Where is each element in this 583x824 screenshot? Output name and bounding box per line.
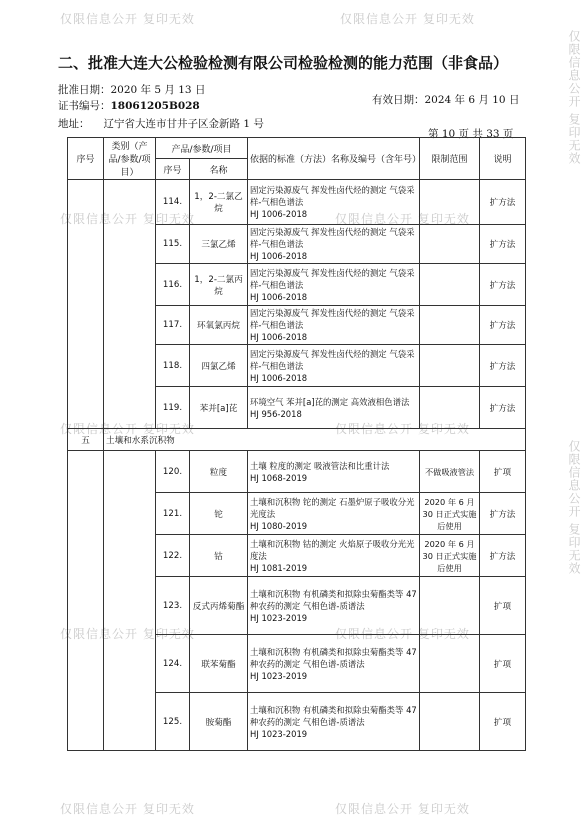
row-seq: 124. — [156, 635, 190, 693]
group-category-cell — [104, 180, 156, 429]
row-limit — [420, 693, 480, 751]
standard-code: HJ 1080-2019 — [250, 520, 308, 531]
standard-text: 土壤和沉积物 有机磷类和拟除虫菊酯类等 47 种农药的测定 气相色谱-质谱法 — [250, 588, 417, 611]
watermark: 仅限信息公开 复印无效 — [60, 212, 195, 226]
table-row — [68, 180, 526, 225]
table-row — [68, 451, 526, 493]
watermark: 仅限信息公开 复印无效 — [60, 422, 195, 436]
row-standard — [248, 306, 420, 345]
row-note: 扩方法 — [480, 345, 526, 387]
row-standard — [248, 635, 420, 693]
row-note: 扩项 — [480, 693, 526, 751]
cert-number-value: 18061205B028 — [110, 100, 200, 112]
watermark: 仅限信息公开 复印无效 — [335, 212, 470, 226]
row-name: 四氯乙烯 — [190, 345, 248, 387]
standard-code: HJ 1006-2018 — [250, 209, 308, 219]
standard-code: HJ 1023-2019 — [250, 728, 308, 739]
watermark: 仅限信息公开 复印无效 — [335, 422, 470, 436]
row-note: 扩项 — [480, 577, 526, 635]
standard-code: HJ 1006-2018 — [250, 291, 308, 302]
standard-code: HJ 1023-2019 — [250, 670, 308, 681]
row-name: 苯并[a]芘 — [190, 387, 248, 429]
cert-number-label: 证书编号： — [58, 100, 111, 112]
standard-code: HJ 1023-2019 — [250, 612, 308, 623]
standard-code: HJ 1068-2019 — [250, 472, 308, 483]
row-standard — [248, 535, 420, 577]
row-name: 1，2-二氯乙烷 — [190, 180, 248, 225]
scope-table — [67, 137, 526, 751]
row-limit — [420, 180, 480, 225]
watermark: 仅限信息公开 复印无效 — [340, 12, 475, 26]
row-limit — [420, 264, 480, 306]
row-note: 扩方法 — [480, 493, 526, 535]
row-standard — [248, 387, 420, 429]
row-limit — [420, 387, 480, 429]
row-limit: 不做吸液管法 — [420, 451, 480, 493]
header-standard: 依据的标准（方法）名称及编号（含年号） — [248, 138, 420, 180]
address-label: 地址： — [58, 118, 90, 130]
row-standard — [248, 264, 420, 306]
row-seq: 118. — [156, 345, 190, 387]
row-note: 扩方法 — [480, 306, 526, 345]
row-note: 扩项 — [480, 451, 526, 493]
row-name: 粒度 — [190, 451, 248, 493]
row-note: 扩方法 — [480, 535, 526, 577]
standard-text: 土壤 粒度的测定 吸液管法和比重计法 — [250, 460, 390, 471]
row-name: 1，2-二氯丙烷 — [190, 264, 248, 306]
row-standard — [248, 451, 420, 493]
standard-code: HJ 1006-2018 — [250, 372, 308, 383]
standard-code: HJ 1006-2018 — [250, 251, 308, 261]
standard-text: 固定污染源废气 挥发性卤代烃的测定 气袋采样-气相色谱法 — [250, 348, 415, 371]
row-name: 铊 — [190, 493, 248, 535]
row-seq: 121. — [156, 493, 190, 535]
standard-code: HJ 1006-2018 — [250, 332, 308, 342]
row-limit — [420, 306, 480, 345]
row-limit — [420, 577, 480, 635]
row-seq: 114. — [156, 180, 190, 225]
row-name: 三氯乙烯 — [190, 225, 248, 264]
row-limit — [420, 225, 480, 264]
watermark: 仅限信息公开 复印无效 — [335, 802, 470, 816]
row-limit — [420, 345, 480, 387]
standard-text: 固定污染源废气 挥发性卤代烃的测定 气袋采样-气相色谱法 — [250, 227, 415, 249]
row-note: 扩方法 — [480, 264, 526, 306]
standard-text: 环境空气 苯并[a]芘的测定 高效液相色谱法 — [250, 396, 410, 407]
header-note: 说明 — [480, 138, 526, 180]
group-no-cell — [68, 180, 104, 429]
valid-date: 有效日期：2024 年 6 月 10 日 — [372, 94, 520, 106]
standard-text: 固定污染源废气 挥发性卤代烃的测定 气袋采样-气相色谱法 — [250, 267, 415, 290]
approval-date: 批准日期：2020 年 5 月 13 日 — [58, 84, 206, 96]
standard-text: 土壤和沉积物 钴的测定 火焰原子吸收分光光度法 — [250, 538, 415, 561]
cert-number — [58, 98, 200, 113]
row-seq: 120. — [156, 451, 190, 493]
page-info: 第 10 页 共 33 页 — [428, 128, 514, 140]
row-limit — [420, 635, 480, 693]
row-note: 扩方法 — [480, 387, 526, 429]
watermark: 仅限信息公开 复印无效 — [567, 440, 581, 575]
row-name: 反式丙烯菊酯 — [190, 577, 248, 635]
row-name: 胺菊酯 — [190, 693, 248, 751]
header-name: 名称 — [190, 159, 248, 180]
page-title: 二、批准大连大公检验检测有限公司检验检测的能力范围（非食品） — [58, 54, 509, 72]
row-note: 扩方法 — [480, 180, 526, 225]
row-seq: 119. — [156, 387, 190, 429]
standard-code: HJ 1081-2019 — [250, 562, 308, 573]
row-standard — [248, 693, 420, 751]
row-standard — [248, 225, 420, 264]
row-name: 联苯菊酯 — [190, 635, 248, 693]
standard-code: HJ 956-2018 — [250, 408, 302, 419]
section-row — [68, 429, 526, 451]
row-note: 扩方法 — [480, 225, 526, 264]
header-no: 序号 — [68, 138, 104, 180]
row-note: 扩项 — [480, 635, 526, 693]
header-limit: 限制范围 — [420, 138, 480, 180]
row-standard — [248, 345, 420, 387]
row-name: 钴 — [190, 535, 248, 577]
row-seq: 116. — [156, 264, 190, 306]
row-limit: 2020 年 6 月 30 日正式实施后使用 — [420, 535, 480, 577]
address — [58, 116, 264, 131]
section-name: 土壤和水系沉积物 — [104, 429, 526, 451]
group-no-cell — [68, 451, 104, 751]
watermark: 仅限信息公开 复印无效 — [60, 12, 195, 26]
group-category-cell — [104, 451, 156, 751]
row-seq: 115. — [156, 225, 190, 264]
watermark: 仅限信息公开 复印无效 — [335, 627, 470, 641]
row-name: 环氧氯丙烷 — [190, 306, 248, 345]
row-seq: 117. — [156, 306, 190, 345]
address-value: 辽宁省大连市甘井子区金新路 1 号 — [103, 118, 264, 130]
watermark: 仅限信息公开 复印无效 — [60, 802, 195, 816]
row-standard — [248, 180, 420, 225]
standard-text: 固定污染源废气 挥发性卤代烃的测定 气袋采样-气相色谱法 — [250, 308, 415, 330]
header-seq: 序号 — [156, 159, 190, 180]
section-no: 五 — [68, 429, 104, 451]
standard-text: 固定污染源废气 挥发性卤代烃的测定 气袋采样-气相色谱法 — [250, 185, 415, 207]
row-seq: 125. — [156, 693, 190, 751]
row-seq: 122. — [156, 535, 190, 577]
standard-text: 土壤和沉积物 有机磷类和拟除虫菊酯类等 47 种农药的测定 气相色谱-质谱法 — [250, 704, 417, 727]
standard-text: 土壤和沉积物 有机磷类和拟除虫菊酯类等 47 种农药的测定 气相色谱-质谱法 — [250, 646, 417, 669]
row-seq: 123. — [156, 577, 190, 635]
row-limit: 2020 年 6 月 30 日正式实施后使用 — [420, 493, 480, 535]
row-standard — [248, 493, 420, 535]
header-category: 类别（产品/参数/项目） — [104, 138, 156, 180]
header-product: 产品/参数/项目 — [156, 138, 248, 159]
watermark: 仅限信息公开 复印无效 — [567, 30, 581, 165]
watermark: 仅限信息公开 复印无效 — [60, 627, 195, 641]
standard-text: 土壤和沉积物 铊的测定 石墨炉原子吸收分光光度法 — [250, 496, 415, 519]
row-standard — [248, 577, 420, 635]
